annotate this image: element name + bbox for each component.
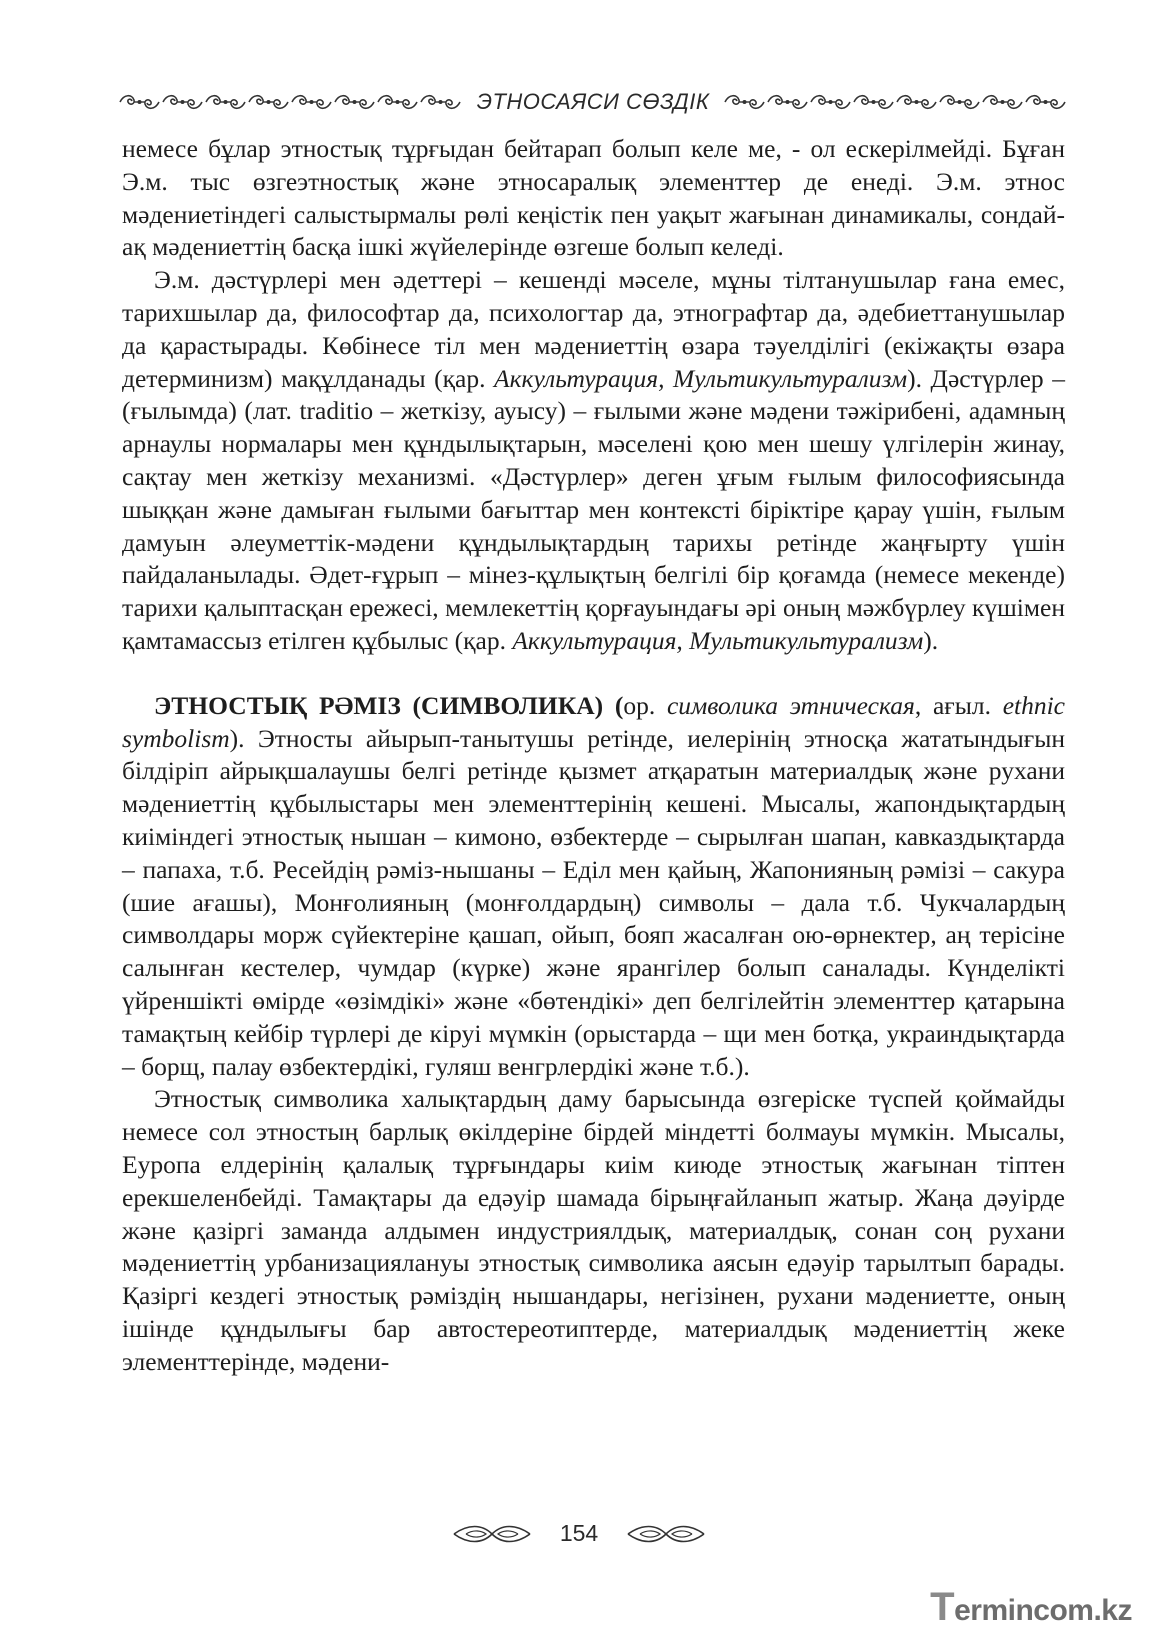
cross-reference: Аккультурация, Мультикультурализм bbox=[512, 625, 924, 655]
cross-reference: Аккультурация, Мультикультурализм bbox=[494, 363, 908, 393]
header-title: ЭТНОСАЯСИ СӨЗДІК bbox=[476, 89, 710, 114]
entry-term: ЭТНОСТЫҚ РӘМІЗ (СИМВОЛИКА) ( bbox=[154, 690, 624, 720]
paragraph-text: немесе бұлар этностық тұрғыдан бейтарап болып келе ме, - ол ескерілмейді. Бұған Э.м. тыс өзгеэтностық және этносаралық элементтер де енеді. Э.м. этнос мәдениетіндегі салыстырмалы рөлі кеңістік пен уақыт жағынан динамикалы, сондай-ақ мәдениеттің басқа ішкі жүйелерінде өзгеше болып келеді. bbox=[122, 134, 1065, 262]
page-number: 154 bbox=[559, 1520, 599, 1546]
paragraph-text: Этностық символика халықтардың даму барысында өзгеріске түспей қоймайды немесе сол этностың барлық өкілдеріне бірдей міндетті болмауы мүмкін. Мысалы, Еуропа елдерінің қалалық тұрғындары киім киюде этностық жағынан тіптен ерекшеленбейді. Тамақтары да едәуір шамада бірыңғайланып жатыр. Жаңа дәуірде және қазіргі заманда алдымен индустриялдық, материалдық, сонан соң рухани мәдениеттің урбанизациялануы этностық символика аясын едәуір тарылтып барады. Қазіргі кездегі этностық рәміздің нышандары, негізінен, рухани мәдениетте, оның ішінде құндылығы бар автостереотиптерде, материалдық мәдениеттің жеке элементтерінде, мәдени- bbox=[122, 1084, 1065, 1376]
running-header bbox=[118, 87, 1068, 117]
paragraph-text: ор. bbox=[623, 690, 667, 720]
paragraph-text: , ағыл. bbox=[914, 690, 1003, 720]
russian-equivalent: символика этническая bbox=[666, 690, 915, 720]
english-equivalent: ethnic symbolism bbox=[122, 690, 1065, 753]
entry-spacer bbox=[122, 658, 1065, 690]
watermark-initial: T bbox=[930, 1585, 955, 1629]
paragraph-text: ). Дәстүрлер – (ғылымда) (лат. traditio – жеткізу, ауысу) – ғылыми және мәдени тәжірибені, адамның арнаулы нормалары мен құндылықтарын, мәселені қою мен шешу үлгілерін жинау, сақтау мен жеткізу механизмі. «Дәстүрлер» деген ұғым ғылым философиясында шыққан және дамыған ғылыми бағыттар мен контексті біріктіре қарау үшін, ғылым дамуын әлеуметтік-мәдени құндылықтардың тарихы ретінде жаңғырту үшін пайдаланылады. Әдет-ғұрып – мінез-құлықтың белгілі бір қоғамда (немесе мекенде) тарихи қалыптасқан ережесі, мемлекеттің қорғауындағы әрі оның мәжбүрлеу күшімен қамтамассыз етілген құбылыс (қар. bbox=[122, 363, 1065, 655]
paragraph-text: Э.м. дәстүрлері мен әдеттері – кешенді мәселе, мұны тілтанушылар ғана емес, тарихшылар да, философтар да, психологтар да, этнографтар да, әдебиеттанушылар да қарастырады. Көбінесе тіл мен мәдениеттің өзара тәуелділігі (екіжақты өзара детерминизм) мақұлданады (қар. bbox=[122, 265, 1065, 393]
paragraph-traditions bbox=[122, 264, 1065, 658]
dictionary-entry bbox=[122, 690, 1065, 1084]
paragraph-continuation bbox=[122, 133, 1065, 264]
watermark-text: ermincom.kz bbox=[954, 1594, 1132, 1627]
flourish-right-icon bbox=[626, 1523, 706, 1545]
paragraph-text: ). Этносты айырып-танытушы ретінде, иелерінің этносқа жататындығын білдіріп айрықшалаушы белгі ретінде қызмет атқаратын материалдық және рухани мәдениеттің құбылыстары мен элементтерінің кешені. Мысалы, жапондықтардың киіміндегі этностық нышан – кимоно, өзбектерде – сырылған шапан, кавказдықтарда – папаха, т.б. Ресейдің рәміз-нышаны – Еділ мен қайың, Жапонияның рәмізі – сакура (шие ағашы), Монғолияның (монғолдардың) символы – дала т.б. Чукчалардың символдары морж сүйектеріне қашап, ойып, бояп жасалған ою-өрнектер, аң терісіне салынған кестелер, чумдар (күрке) және ярангілер болып саналады. Күнделікті үйреншікті өмірде «өзімдікі» және «бөтендікі» деп белгілейтін элементтер қатарына тамақтың кейбір түрлері де кіруі мүмкін (орыстарда – щи мен ботқа, украиндықтарда – борщ, палау өзбектердікі, гуляш венгрлердікі және т.б.). bbox=[122, 723, 1065, 1081]
page-footer bbox=[0, 1520, 1158, 1547]
paragraph-text: ). bbox=[923, 625, 939, 655]
paragraph-symbolism bbox=[122, 1083, 1065, 1378]
page-body bbox=[122, 133, 1065, 1378]
ornament-right-icon bbox=[723, 91, 1068, 113]
ornament-left-icon bbox=[118, 91, 463, 113]
site-watermark bbox=[930, 1585, 1132, 1630]
flourish-left-icon bbox=[452, 1523, 532, 1545]
